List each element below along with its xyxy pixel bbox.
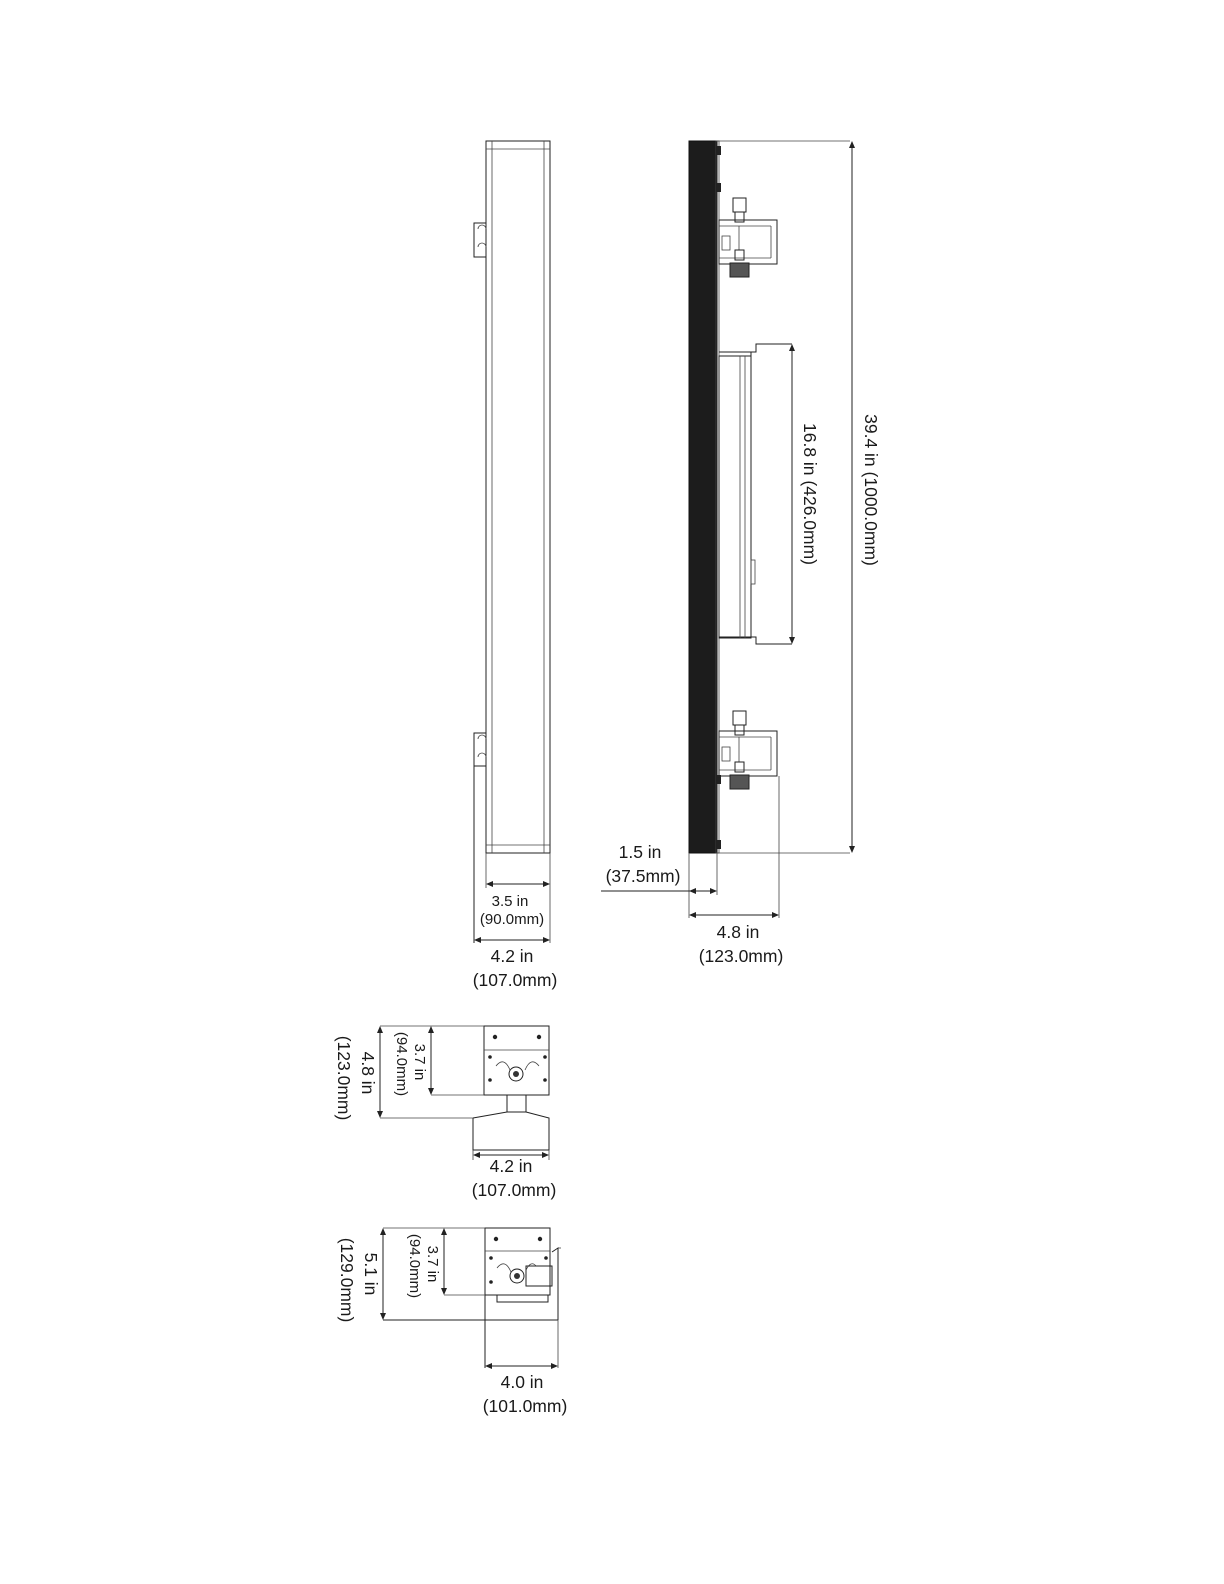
front-inner-width-imperial: 3.5 in [491, 893, 529, 910]
middle-box [719, 344, 792, 644]
top-view-1-width-imperial: 4.2 in [489, 1156, 533, 1176]
top-view-2-inner-height-dimension [406, 1228, 447, 1298]
top-view-2-inner-height-imperial: 3.7 in [424, 1245, 441, 1283]
top-view-1-inner-height-imperial: 3.7 in [411, 1043, 428, 1081]
side-panel-depth-imperial: 1.5 in [618, 842, 662, 862]
side-total-depth-imperial: 4.8 in [716, 922, 760, 942]
top-view-2-inner-height-metric: (94.0mm) [406, 1233, 423, 1299]
side-box-height-label: 16.8 in (426.0mm) [800, 422, 820, 566]
lower-clamp-bracket [719, 711, 777, 789]
side-total-height-label: 39.4 in (1000.0mm) [861, 414, 881, 566]
top-view-1-inner-height-metric: (94.0mm) [393, 1031, 410, 1097]
front-view [474, 141, 550, 943]
top-view-2-outer-height-metric: (129.0mm) [337, 1237, 357, 1323]
top-view-2-width-imperial: 4.0 in [500, 1372, 544, 1392]
side-total-depth-dimension [689, 912, 783, 966]
upper-clamp-bracket [719, 198, 777, 277]
side-view [689, 141, 850, 918]
top-view-2-outer-height-imperial: 5.1 in [361, 1252, 381, 1296]
front-outer-width-imperial: 4.2 in [490, 946, 534, 966]
top-view-1-inner-height-dimension [393, 1026, 434, 1096]
top-view-1-outer-height-metric: (123.0mm) [334, 1035, 354, 1121]
front-upper-hook [474, 223, 486, 257]
side-box-height-dimension [789, 344, 820, 644]
front-outer-width-metric: (107.0mm) [472, 970, 558, 990]
top-view-1-width-dimension [472, 1150, 557, 1200]
side-total-depth-metric: (123.0mm) [698, 946, 784, 966]
top-view-1-width-metric: (107.0mm) [471, 1180, 557, 1200]
top-view-1-outer-height-dimension [334, 1026, 383, 1120]
front-inner-width-metric: (90.0mm) [479, 911, 545, 928]
top-view-1-outer-height-imperial: 4.8 in [358, 1051, 378, 1095]
front-outer-width-dimension [473, 937, 558, 990]
top-view-2-outer-height-dimension [337, 1228, 386, 1322]
side-total-height-dimension [849, 141, 881, 853]
side-panel-depth-metric: (37.5mm) [605, 866, 681, 886]
front-inner-width-dimension [480, 881, 550, 928]
top-view-2-width-dimension [483, 1363, 568, 1416]
top-view-2-width-metric: (101.0mm) [482, 1396, 568, 1416]
side-panel [689, 141, 717, 853]
